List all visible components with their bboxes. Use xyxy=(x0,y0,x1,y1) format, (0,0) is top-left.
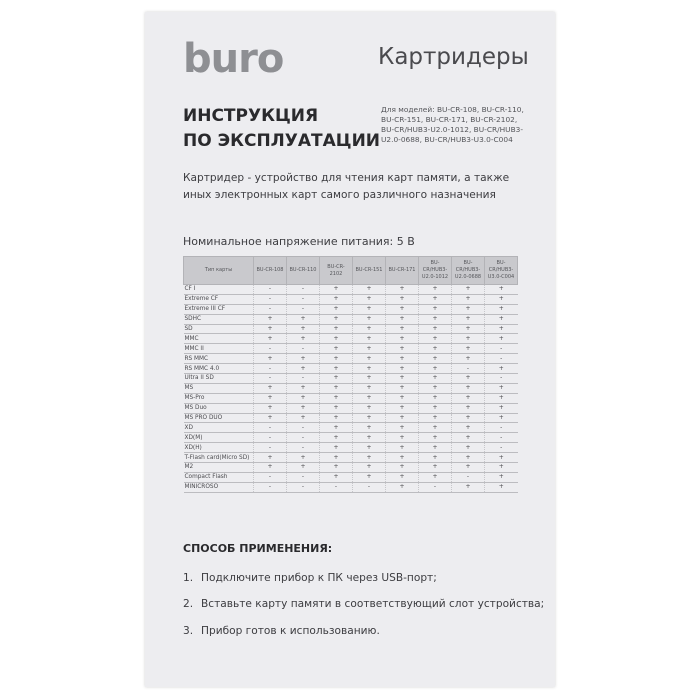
support-cell: - xyxy=(254,443,287,453)
instruction-heading xyxy=(183,104,380,154)
heading-line-2: ПО ЭКСПЛУАТАЦИИ xyxy=(183,131,381,151)
table-row xyxy=(184,324,518,334)
support-cell: + xyxy=(452,314,485,324)
card-type-cell: RS MMC 4.0 xyxy=(184,364,254,374)
support-cell: + xyxy=(419,374,452,384)
table-row xyxy=(184,374,518,384)
step-1 xyxy=(183,572,437,584)
column-header-model: BU-CR-151 xyxy=(353,257,386,285)
support-cell: + xyxy=(419,304,452,314)
support-cell: + xyxy=(452,334,485,344)
card-type-cell: Extreme III CF xyxy=(184,304,254,314)
support-cell: + xyxy=(254,383,287,393)
support-cell: - xyxy=(287,294,320,304)
table-row xyxy=(184,344,518,354)
card-type-cell: MS xyxy=(184,383,254,393)
support-cell: + xyxy=(386,285,419,295)
table-row xyxy=(184,334,518,344)
support-cell: - xyxy=(254,423,287,433)
support-cell: - xyxy=(485,374,518,384)
support-cell: + xyxy=(485,393,518,403)
support-cell: + xyxy=(353,413,386,423)
support-cell: + xyxy=(452,403,485,413)
table-row xyxy=(184,294,518,304)
support-cell: + xyxy=(419,413,452,423)
table-row xyxy=(184,482,518,492)
support-cell: + xyxy=(287,324,320,334)
support-cell: - xyxy=(287,344,320,354)
step-3 xyxy=(183,625,380,637)
step-number: 1. xyxy=(183,572,194,584)
document-title: Картридеры xyxy=(378,44,529,70)
table-header-row xyxy=(184,257,518,285)
support-cell: + xyxy=(320,453,353,463)
support-cell: + xyxy=(386,463,419,473)
support-cell: + xyxy=(320,314,353,324)
column-header-model: BU-CR/HUB3-U2.0-1012 xyxy=(419,257,452,285)
support-cell: - xyxy=(254,294,287,304)
support-cell: + xyxy=(485,453,518,463)
support-cell: + xyxy=(353,393,386,403)
support-cell: + xyxy=(353,443,386,453)
card-type-cell: MS PRO DUO xyxy=(184,413,254,423)
support-cell: + xyxy=(419,354,452,364)
support-cell: + xyxy=(353,383,386,393)
support-cell: + xyxy=(386,383,419,393)
support-cell: + xyxy=(419,294,452,304)
support-cell: + xyxy=(419,324,452,334)
support-cell: + xyxy=(419,433,452,443)
card-type-cell: CF I xyxy=(184,285,254,295)
support-cell: + xyxy=(485,472,518,482)
voltage-spec: Номинальное напряжение питания: 5 В xyxy=(183,235,415,248)
support-cell: + xyxy=(320,344,353,354)
support-cell: + xyxy=(353,314,386,324)
support-cell: + xyxy=(452,383,485,393)
support-cell: - xyxy=(287,472,320,482)
support-cell: + xyxy=(353,374,386,384)
support-cell: + xyxy=(419,344,452,354)
support-cell: + xyxy=(386,334,419,344)
support-cell: - xyxy=(452,472,485,482)
support-cell: + xyxy=(452,453,485,463)
support-cell: + xyxy=(287,364,320,374)
support-cell: - xyxy=(287,423,320,433)
method-title: СПОСОБ ПРИМЕНЕНИЯ: xyxy=(183,542,333,555)
support-cell: + xyxy=(353,294,386,304)
column-header-model: BU-CR-171 xyxy=(386,257,419,285)
support-cell: + xyxy=(287,383,320,393)
support-cell: + xyxy=(452,294,485,304)
support-cell: + xyxy=(485,304,518,314)
support-cell: + xyxy=(320,413,353,423)
table-row xyxy=(184,403,518,413)
table-row xyxy=(184,463,518,473)
support-cell: + xyxy=(386,314,419,324)
support-cell: + xyxy=(287,413,320,423)
support-cell: + xyxy=(485,285,518,295)
support-cell: + xyxy=(386,364,419,374)
table-row xyxy=(184,285,518,295)
table-row xyxy=(184,423,518,433)
support-cell: + xyxy=(353,334,386,344)
support-cell: + xyxy=(419,443,452,453)
support-cell: + xyxy=(287,393,320,403)
support-cell: + xyxy=(419,364,452,374)
card-type-cell: XD(M) xyxy=(184,433,254,443)
card-type-cell: Extreme CF xyxy=(184,294,254,304)
support-cell: + xyxy=(287,334,320,344)
card-type-cell: SDHC xyxy=(184,314,254,324)
support-cell: + xyxy=(386,403,419,413)
support-cell: + xyxy=(320,334,353,344)
support-cell: + xyxy=(320,354,353,364)
table-row xyxy=(184,413,518,423)
table-row xyxy=(184,393,518,403)
support-cell: + xyxy=(419,334,452,344)
support-cell: + xyxy=(452,463,485,473)
support-cell: + xyxy=(254,393,287,403)
support-cell: + xyxy=(386,433,419,443)
column-header-model: BU-CR-2102 xyxy=(320,257,353,285)
support-cell: - xyxy=(320,482,353,492)
heading-line-1: ИНСТРУКЦИЯ xyxy=(183,106,319,126)
support-cell: - xyxy=(287,482,320,492)
support-cell: + xyxy=(419,453,452,463)
support-cell: + xyxy=(353,285,386,295)
card-type-cell: M2 xyxy=(184,463,254,473)
support-cell: - xyxy=(485,433,518,443)
support-cell: + xyxy=(353,463,386,473)
support-cell: + xyxy=(254,413,287,423)
table-row xyxy=(184,314,518,324)
column-header-card-type: Тип карты xyxy=(184,257,254,285)
support-cell: + xyxy=(320,393,353,403)
support-cell: + xyxy=(419,314,452,324)
support-cell: + xyxy=(419,463,452,473)
card-type-cell: Compact Flash xyxy=(184,472,254,482)
card-type-cell: MMC II xyxy=(184,344,254,354)
support-cell: + xyxy=(452,324,485,334)
column-header-model: BU-CR/HUB3-U2.0-0688 xyxy=(452,257,485,285)
support-cell: + xyxy=(386,393,419,403)
support-cell: - xyxy=(287,443,320,453)
support-cell: + xyxy=(353,344,386,354)
support-cell: + xyxy=(254,453,287,463)
step-number: 2. xyxy=(183,598,194,610)
support-cell: + xyxy=(452,374,485,384)
support-cell: - xyxy=(353,482,386,492)
support-cell: - xyxy=(485,354,518,364)
table-row xyxy=(184,383,518,393)
support-cell: + xyxy=(353,423,386,433)
table-row xyxy=(184,453,518,463)
support-cell: - xyxy=(254,344,287,354)
support-cell: + xyxy=(353,433,386,443)
support-cell: + xyxy=(353,364,386,374)
support-cell: - xyxy=(419,482,452,492)
support-cell: + xyxy=(485,324,518,334)
support-cell: + xyxy=(419,423,452,433)
support-cell: + xyxy=(419,383,452,393)
support-cell: + xyxy=(485,383,518,393)
support-cell: + xyxy=(485,314,518,324)
support-cell: + xyxy=(452,482,485,492)
support-cell: + xyxy=(320,472,353,482)
support-cell: + xyxy=(419,472,452,482)
support-cell: - xyxy=(485,423,518,433)
step-text: Прибор готов к использованию. xyxy=(201,625,380,637)
buro-logo: buro xyxy=(183,36,284,82)
support-cell: + xyxy=(287,314,320,324)
support-cell: + xyxy=(254,463,287,473)
table-row xyxy=(184,304,518,314)
support-cell: + xyxy=(386,423,419,433)
support-cell: - xyxy=(485,344,518,354)
device-description: Картридер - устройство для чтения карт памяти, а также иных электронных карт самого различного назначения xyxy=(183,172,510,201)
support-cell: + xyxy=(287,403,320,413)
support-cell: - xyxy=(287,304,320,314)
support-cell: + xyxy=(254,314,287,324)
card-type-cell: Ultra II SD xyxy=(184,374,254,384)
support-cell: - xyxy=(254,364,287,374)
card-type-cell: SD xyxy=(184,324,254,334)
card-type-cell: MMC xyxy=(184,334,254,344)
support-cell: + xyxy=(386,344,419,354)
support-cell: + xyxy=(386,443,419,453)
support-cell: + xyxy=(320,443,353,453)
step-text: Подключите прибор к ПК через USB-порт; xyxy=(201,572,437,584)
support-cell: + xyxy=(452,443,485,453)
support-cell: + xyxy=(386,354,419,364)
support-cell: + xyxy=(386,324,419,334)
support-cell: + xyxy=(254,354,287,364)
table-row xyxy=(184,472,518,482)
support-cell: + xyxy=(452,423,485,433)
support-cell: + xyxy=(320,294,353,304)
card-type-cell: MINICROSO xyxy=(184,482,254,492)
support-cell: - xyxy=(452,364,485,374)
support-cell: + xyxy=(452,413,485,423)
support-cell: - xyxy=(254,472,287,482)
step-2 xyxy=(183,598,544,610)
support-cell: + xyxy=(485,482,518,492)
support-cell: - xyxy=(254,482,287,492)
support-cell: - xyxy=(485,443,518,453)
support-cell: - xyxy=(254,285,287,295)
support-cell: + xyxy=(254,403,287,413)
support-cell: + xyxy=(320,403,353,413)
support-cell: + xyxy=(452,344,485,354)
card-type-cell: XD xyxy=(184,423,254,433)
support-cell: + xyxy=(320,364,353,374)
support-cell: - xyxy=(287,433,320,443)
support-cell: + xyxy=(386,304,419,314)
support-cell: + xyxy=(254,324,287,334)
support-cell: + xyxy=(485,334,518,344)
support-cell: + xyxy=(386,453,419,463)
support-cell: + xyxy=(320,304,353,314)
support-cell: - xyxy=(254,374,287,384)
support-cell: + xyxy=(419,403,452,413)
compatibility-table xyxy=(183,256,518,493)
support-cell: - xyxy=(254,433,287,443)
table-body xyxy=(184,285,518,493)
support-cell: + xyxy=(320,374,353,384)
support-cell: + xyxy=(386,413,419,423)
support-cell: + xyxy=(419,393,452,403)
support-cell: + xyxy=(386,374,419,384)
support-cell: - xyxy=(287,285,320,295)
step-number: 3. xyxy=(183,625,194,637)
support-cell: + xyxy=(353,354,386,364)
table-row xyxy=(184,354,518,364)
support-cell: + xyxy=(452,285,485,295)
support-cell: + xyxy=(452,354,485,364)
support-cell: + xyxy=(287,453,320,463)
card-type-cell: RS MMC xyxy=(184,354,254,364)
table-row xyxy=(184,364,518,374)
support-cell: + xyxy=(386,294,419,304)
support-cell: + xyxy=(485,294,518,304)
support-cell: + xyxy=(485,413,518,423)
support-cell: + xyxy=(452,393,485,403)
support-cell: + xyxy=(320,423,353,433)
table-row xyxy=(184,433,518,443)
support-cell: + xyxy=(320,285,353,295)
card-type-cell: MS Duo xyxy=(184,403,254,413)
column-header-model: BU-CR-108 xyxy=(254,257,287,285)
support-cell: + xyxy=(320,383,353,393)
support-cell: + xyxy=(353,324,386,334)
support-cell: + xyxy=(386,472,419,482)
support-cell: + xyxy=(353,472,386,482)
support-cell: + xyxy=(353,304,386,314)
support-cell: + xyxy=(320,324,353,334)
models-list: Для моделей: BU-CR-108, BU-CR-110, BU-CR-151, BU-CR-171, BU-CR-2102, BU-CR/HUB3-U2.0-1012, BU-CR/HUB3-U2.0-0688, BU-CR/HUB3-U3.0-C004 xyxy=(381,105,524,144)
support-cell: + xyxy=(485,364,518,374)
support-cell: + xyxy=(485,403,518,413)
support-cell: - xyxy=(287,374,320,384)
card-type-cell: XD(H) xyxy=(184,443,254,453)
support-cell: + xyxy=(254,334,287,344)
card-type-cell: T-Flash card(Micro SD) xyxy=(184,453,254,463)
support-cell: + xyxy=(386,482,419,492)
support-cell: + xyxy=(353,453,386,463)
column-header-model: BU-CR/HUB3-U3.0-C004 xyxy=(485,257,518,285)
step-text: Вставьте карту памяти в соответствующий слот устройства; xyxy=(201,598,545,610)
support-cell: + xyxy=(320,463,353,473)
support-cell: + xyxy=(452,304,485,314)
support-cell: + xyxy=(452,433,485,443)
column-header-model: BU-CR-110 xyxy=(287,257,320,285)
support-cell: + xyxy=(419,285,452,295)
support-cell: + xyxy=(320,433,353,443)
table-row xyxy=(184,443,518,453)
support-cell: + xyxy=(485,463,518,473)
support-cell: + xyxy=(287,354,320,364)
card-type-cell: MS-Pro xyxy=(184,393,254,403)
support-cell: + xyxy=(353,403,386,413)
support-cell: - xyxy=(254,304,287,314)
support-cell: + xyxy=(287,463,320,473)
